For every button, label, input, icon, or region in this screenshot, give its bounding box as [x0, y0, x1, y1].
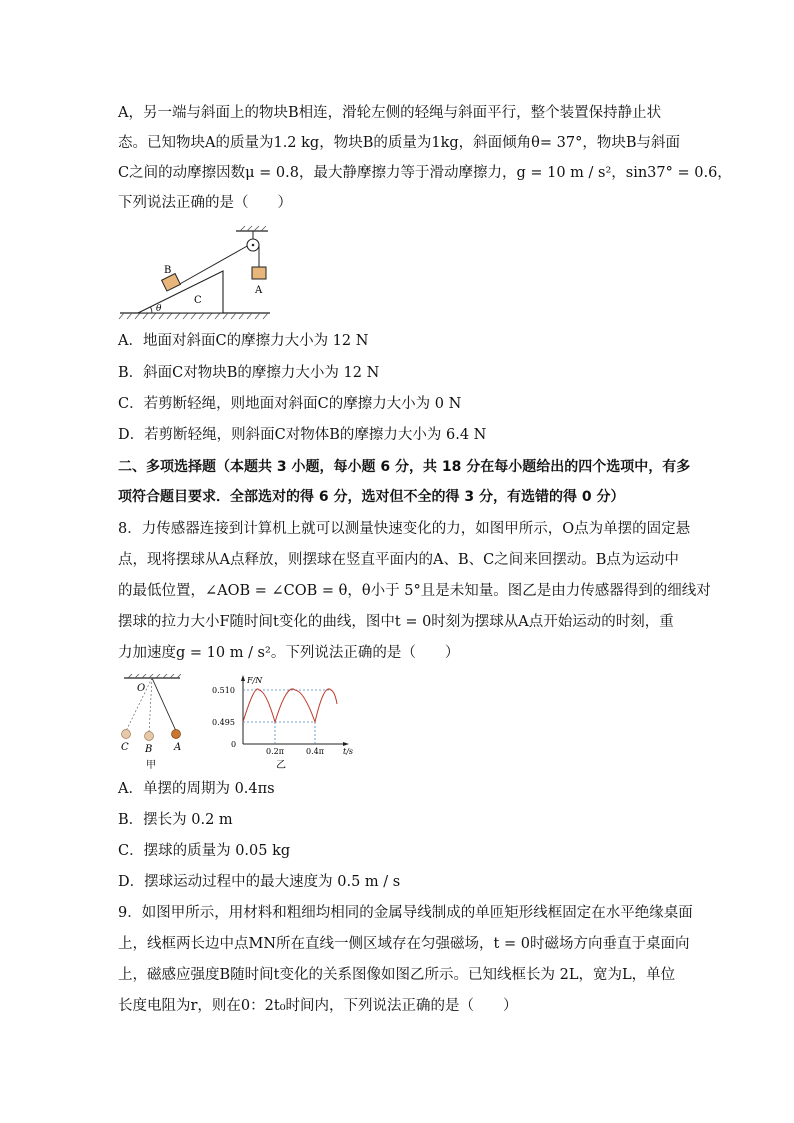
q8-option-c: C．摆球的质量为 0.05 kg: [118, 843, 291, 859]
q7-line-4: 下列说法正确的是（ ）: [118, 195, 292, 211]
label-a: A: [255, 285, 263, 296]
q9-line-3: 上，磁感应强度B随时间t变化的关系图像如图乙所示。已知线框长为 2L，宽为L，单位: [118, 967, 676, 983]
q9-line-2: 上，线框两长边中点MN所在直线一侧区域存在匀强磁场，t = 0时磁场方向垂直于桌面向: [118, 936, 690, 952]
q7-line-1: A，另一端与斜面上的物块B相连，滑轮左侧的轻绳与斜面平行，整个装置保持静止状: [118, 105, 662, 121]
q8-line-1: 8．力传感器连接到计算机上就可以测量快速变化的力，如图甲所示，O点为单摆的固定悬: [118, 521, 691, 537]
label-theta: θ: [156, 304, 162, 314]
q8-line-5: 力加速度g = 10 m / s²。下列说法正确的是（ ）: [118, 645, 460, 661]
x-tick-2: 0.4π: [306, 747, 324, 756]
q8-option-d: D．摆球运动过程中的最大速度为 0.5 m / s: [118, 874, 401, 890]
q7-option-a: A．地面对斜面C的摩擦力大小为 12 N: [118, 333, 369, 349]
label-c-pendulum: C: [121, 742, 129, 753]
incline-pulley-figure: [118, 225, 278, 320]
q8-option-a: A．单摆的周期为 0.4πs: [118, 781, 275, 797]
caption-jia: 甲: [146, 760, 156, 770]
section-2-heading-line-1: 二、多项选择题（本题共 3 小题，每小题 6 分，共 18 分在每小题给出的四个选项中，有多: [118, 459, 691, 475]
label-b: B: [164, 265, 172, 276]
caption-yi: 乙: [276, 760, 286, 770]
block-b: [162, 274, 181, 291]
q7-option-c: C．若剪断轻绳，则地面对斜面C的摩擦力大小为 0 N: [118, 396, 462, 412]
q7-line-3: C之间的动摩擦因数μ = 0.8，最大静摩擦力等于滑动摩擦力，g = 10 m / s²，sin37° = 0.6，: [118, 165, 732, 181]
bob-a: [172, 730, 181, 739]
q9-line-1: 9．如图甲所示，用材料和粗细均相同的金属导线制成的单匝矩形线框固定在水平绝缘桌面: [118, 905, 693, 921]
y-tick-low: 0.495: [212, 718, 235, 727]
origin-label: 0: [231, 740, 237, 749]
force-time-graph: [200, 674, 370, 770]
x-tick-1: 0.2π: [266, 747, 284, 756]
q8-option-b: B．摆长为 0.2 m: [118, 812, 233, 828]
pendulum-figure: [118, 674, 190, 770]
y-axis-label: F/N: [247, 676, 263, 685]
force-curve: [243, 689, 337, 722]
q7-line-2: 态。已知物块A的质量为1.2 kg，物块B的质量为1kg，斜面倾角θ= 37°，物块B与斜面: [118, 135, 680, 151]
q7-option-b: B．斜面C对物块B的摩擦力大小为 12 N: [118, 365, 380, 381]
q7-option-d: D．若剪断轻绳，则斜面C对物体B的摩擦力大小为 6.4 N: [118, 427, 487, 443]
section-2-heading-line-2: 项符合题目要求．全部选对的得 6 分，选对但不全的得 3 分，有选错的得 0 分）: [118, 489, 625, 505]
bob-b: [145, 732, 154, 741]
q8-line-3: 的最低位置，∠AOB = ∠COB = θ，θ小于 5°且是未知量。图乙是由力传感器得到的细线对: [118, 583, 711, 599]
label-b-pendulum: B: [145, 744, 153, 755]
x-axis-label: t/s: [343, 747, 354, 756]
label-a-pendulum: A: [174, 742, 182, 753]
q8-line-4: 摆球的拉力大小F随时间t变化的曲线，图中t = 0时刻为摆球从A点开始运动的时刻，重: [118, 614, 674, 630]
label-o: O: [137, 683, 146, 694]
label-c: C: [194, 295, 202, 306]
q8-line-2: 点，现将摆球从A点释放，则摆球在竖直平面内的A、B、C之间来回摆动。B点为运动中: [118, 552, 679, 568]
block-a: [252, 267, 266, 279]
y-tick-high: 0.510: [212, 686, 235, 695]
bob-c: [122, 730, 131, 739]
q9-line-4: 长度电阻为r，则在0：2t₀时间内，下列说法正确的是（ ）: [118, 998, 518, 1014]
